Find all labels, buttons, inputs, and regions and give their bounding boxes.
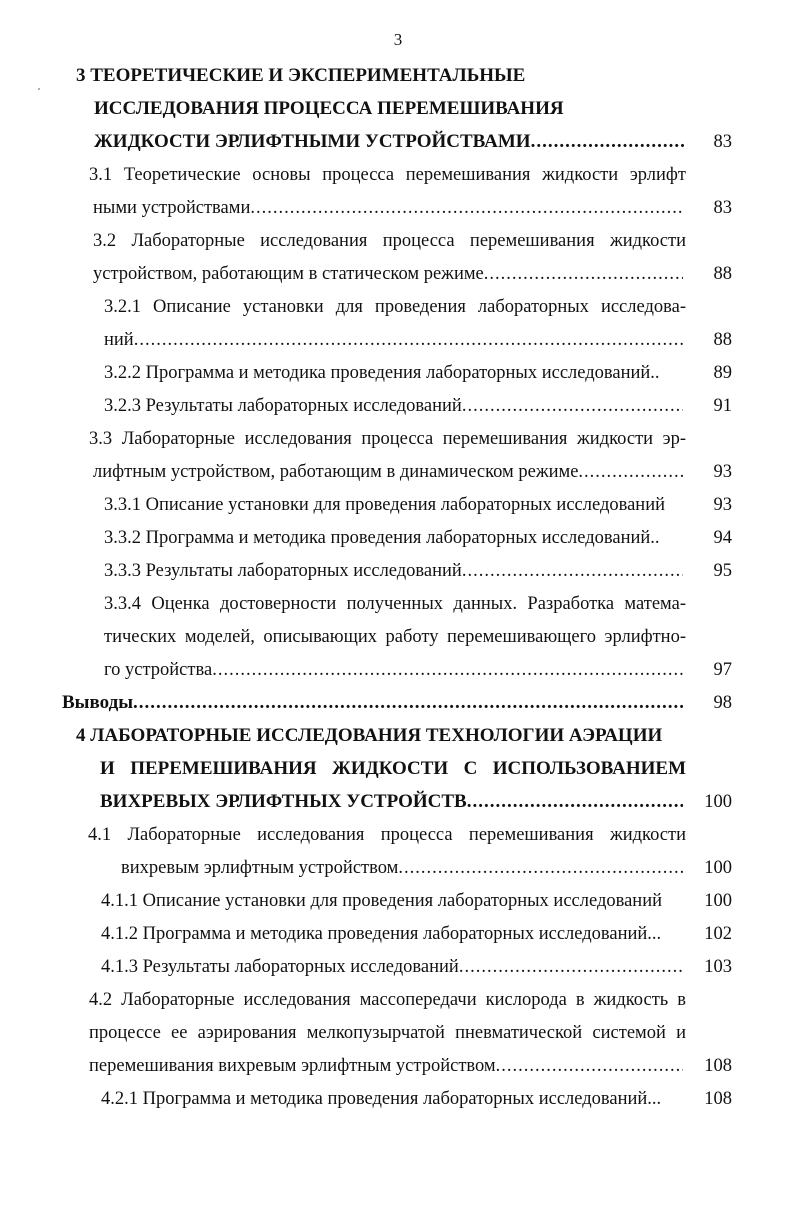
section-4-2-1[interactable]: 4.2.1 Программа и методика проведения лабораторных исследований... <box>101 1089 662 1109</box>
leader-dots <box>398 853 683 883</box>
conclusions[interactable] <box>62 688 683 718</box>
section-4-1-3-text: 4.1.3 Результаты лабораторных исследований <box>101 957 459 977</box>
leader-dots <box>462 391 683 421</box>
section-4-1-line-1: 4.1 Лабораторные исследования процесса перемешивания жидкости <box>88 825 686 845</box>
section-3-3-3-page: 95 <box>713 561 732 581</box>
section-3-2-line-1: 3.2 Лабораторные исследования процесса перемешивания жидкости <box>93 231 686 251</box>
leader-dots <box>133 688 683 718</box>
section-4-1-1[interactable]: 4.1.1 Описание установки для проведения лабораторных исследований <box>101 891 663 911</box>
section-4-2-line-1: 4.2 Лабораторные исследования массопередачи кислорода в жидкость в <box>89 990 686 1010</box>
section-3-2-3[interactable] <box>104 391 683 421</box>
section-3-1-page: 83 <box>713 198 732 218</box>
section-3-1-text: ными устройствами <box>93 198 251 218</box>
conclusions-text: Выводы <box>62 692 134 713</box>
leader-dots <box>462 556 683 586</box>
section-4-2-line-3[interactable] <box>89 1051 683 1081</box>
section-3-2-1-page: 88 <box>713 330 732 350</box>
section-3-2-page: 88 <box>713 264 732 284</box>
page-number: 3 <box>393 30 403 49</box>
section-4-1-text: вихревым эрлифтным устройством <box>121 858 399 878</box>
section-3-3-1-page: 93 <box>713 495 732 515</box>
leader-dots <box>134 325 683 355</box>
leader-dots <box>459 952 683 982</box>
section-4-1-3[interactable] <box>101 952 683 982</box>
leader-dots <box>578 457 683 487</box>
chapter-3-title-line-1: 3 ТЕОРЕТИЧЕСКИЕ И ЭКСПЕРИМЕНТАЛЬНЫЕ <box>76 65 526 86</box>
section-4-1-3-page: 103 <box>704 957 732 977</box>
section-4-1-2[interactable]: 4.1.2 Программа и методика проведения лабораторных исследований... <box>101 924 662 944</box>
section-3-3-page: 93 <box>713 462 732 482</box>
leader-dots <box>467 787 683 817</box>
leader-dots <box>250 193 683 223</box>
section-3-2-3-text: 3.2.3 Результаты лабораторных исследований <box>104 396 462 416</box>
section-3-2-3-page: 91 <box>713 396 732 416</box>
section-3-2-2-page: 89 <box>713 363 732 383</box>
section-3-3-3-text: 3.3.3 Результаты лабораторных исследований <box>104 561 462 581</box>
leader-dots <box>496 1051 683 1081</box>
section-3-3-1[interactable]: 3.3.1 Описание установки для проведения лабораторных исследований <box>104 495 666 515</box>
section-3-3-3[interactable] <box>104 556 683 586</box>
chapter-3-title-line-2: ИССЛЕДОВАНИЯ ПРОЦЕССА ПЕРЕМЕШИВАНИЯ <box>94 98 564 119</box>
chapter-4-title-line-1: 4 ЛАБОРАТОРНЫЕ ИССЛЕДОВАНИЯ ТЕХНОЛОГИИ АЭРАЦИИ <box>76 725 663 746</box>
section-4-1-1-page: 100 <box>704 891 732 911</box>
section-3-2-line-2[interactable] <box>93 259 683 289</box>
section-3-3-line-2[interactable] <box>93 457 683 487</box>
chapter-3-title-line-3[interactable] <box>94 127 684 157</box>
leader-dots <box>212 655 683 685</box>
section-4-1-page: 100 <box>704 858 732 878</box>
section-3-3-text: лифтным устройством, работающим в динамическом режиме <box>93 462 579 482</box>
section-3-2-1-line-2[interactable] <box>104 325 683 355</box>
section-3-2-1-line-1: 3.2.1 Описание установки для проведения лабораторных исследова- <box>104 297 686 317</box>
leader-dots <box>484 259 683 289</box>
section-4-2-page: 108 <box>704 1056 732 1076</box>
section-3-3-line-1: 3.3 Лабораторные исследования процесса перемешивания жидкости эр- <box>89 429 686 449</box>
section-3-2-text: устройством, работающим в статическом режиме <box>93 264 484 284</box>
section-3-3-4-text: го устройства <box>104 660 213 680</box>
section-3-2-1-text: ний <box>104 330 134 350</box>
section-3-3-2[interactable]: 3.3.2 Программа и методика проведения лабораторных исследований.. <box>104 528 660 548</box>
chapter-4-title-line-2: И ПЕРЕМЕШИВАНИЯ ЖИДКОСТИ С ИСПОЛЬЗОВАНИЕМ <box>100 758 686 779</box>
chapter-3-page: 83 <box>713 132 732 152</box>
section-3-1-line-2[interactable] <box>93 193 683 223</box>
scan-speck <box>38 88 40 90</box>
section-4-1-2-page: 102 <box>704 924 732 944</box>
section-3-3-2-page: 94 <box>713 528 732 548</box>
section-4-1-line-2[interactable] <box>121 853 683 883</box>
section-4-2-line-2: процессе ее аэрирования мелкопузырчатой пневматической системой и <box>89 1023 686 1043</box>
chapter-4-title-text: ВИХРЕВЫХ ЭРЛИФТНЫХ УСТРОЙСТВ <box>100 791 467 812</box>
chapter-4-page: 100 <box>704 792 732 812</box>
section-4-2-text: перемешивания вихревым эрлифтным устройством <box>89 1056 496 1076</box>
section-4-2-1-page: 108 <box>704 1089 732 1109</box>
chapter-4-title-line-3[interactable] <box>100 787 683 817</box>
conclusions-page: 98 <box>713 693 732 713</box>
leader-dots <box>531 127 684 157</box>
chapter-3-title-text: ЖИДКОСТИ ЭРЛИФТНЫМИ УСТРОЙСТВАМИ <box>94 131 531 152</box>
section-3-3-4-line-2: тических моделей, описывающих работу перемешивающего эрлифтно- <box>104 627 686 647</box>
section-3-2-2[interactable]: 3.2.2 Программа и методика проведения лабораторных исследований.. <box>104 363 660 383</box>
section-3-3-4-line-1: 3.3.4 Оценка достоверности полученных данных. Разработка матема- <box>104 594 686 614</box>
section-3-3-4-line-3[interactable] <box>104 655 683 685</box>
section-3-3-4-page: 97 <box>713 660 732 680</box>
section-3-1-line-1: 3.1 Теоретические основы процесса перемешивания жидкости эрлифт <box>89 165 686 185</box>
